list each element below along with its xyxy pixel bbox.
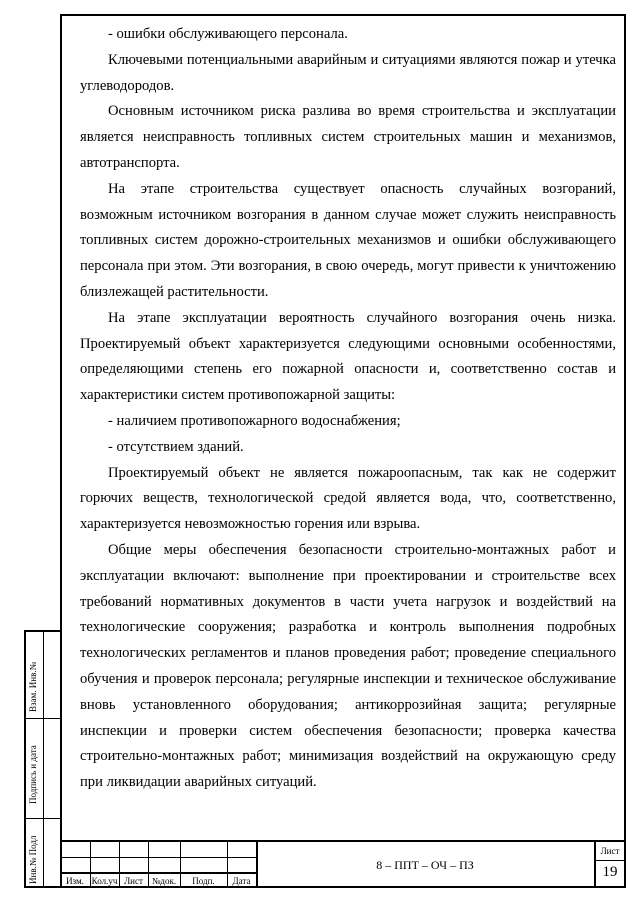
sheet-number: 19	[602, 864, 618, 880]
paragraph: Проектируемый объект не является пожароопасным, так как не содержит горючих веществ, технологической средой является вода, что, соответственно, характеризуется невозможностью горения или взрыва.	[80, 464, 616, 533]
document-body	[80, 22, 616, 796]
paragraph: - ошибки обслуживающего персонала.	[108, 26, 348, 42]
header-ndok: №док.	[151, 876, 177, 886]
list-item: - отсутствием зданий.	[108, 438, 244, 455]
header-izm: Изм.	[66, 876, 84, 886]
header-list: Лист	[124, 876, 143, 886]
title-block	[60, 840, 626, 888]
document-code: 8 – ППТ – ОЧ – ПЗ	[376, 857, 474, 872]
paragraph: Ключевыми потенциальными аварийным и ситуациями являются пожар и утечка углеводородов.	[80, 51, 616, 94]
sheet-label: Лист	[600, 846, 620, 856]
side-label-vzam: Взам. Инв.№	[28, 661, 38, 712]
paragraph: На этапе эксплуатации вероятность случайного возгорания очень низка. Проектируемый объект характеризуется следующими основными особенностями, определяющими степень его пожарной опасности и, соответственно состав и характеристики систем противопожарной защиты:	[80, 309, 616, 404]
side-label-podpis: Подпись и дата	[28, 745, 38, 804]
header-podp: Подп.	[192, 876, 215, 886]
list-item: - наличием противопожарного водоснабжения;	[108, 412, 401, 429]
side-label-inv: Инв.№ Подл	[28, 835, 38, 884]
paragraph: Основным источником риска разлива во время строительства и эксплуатации является неисправность топливных систем строительных машин и механизмов, автотранспорта.	[80, 103, 616, 171]
paragraph: Общие меры обеспечения безопасности строительно-монтажных работ и эксплуатации включают: выполнение при проектировании и строительстве всех требований нормативных документов в части учета нагрузок и воздействий на технологические сооружения; разработка и контроль выполнения подробных технологических регламентов и планов проведения работ; проведение специального обучения и проверок персонала; регулярные инспекции и техническое обслуживание вновь установленного оборудования; антикоррозийная защита; регулярные инспекции и проверки систем обеспечения безопасности; проверка качества строительно-монтажных работ; минимизация воздействий на окружающую среду при ликвидации аварийных ситуаций.	[80, 541, 616, 791]
header-data: Дата	[232, 876, 251, 886]
paragraph: На этапе строительства существует опасность случайных возгораний, возможным источником возгорания в данном случае может служить неисправность топливных систем дорожно-строительных механизмов и ошибки обслуживающего персонала при этом. Эти возгорания, в свою очередь, могут привести к уничтожению близлежащей растительности.	[80, 180, 616, 300]
side-stamp-strip	[24, 630, 60, 888]
header-kol-uch: Кол.уч	[91, 876, 118, 886]
